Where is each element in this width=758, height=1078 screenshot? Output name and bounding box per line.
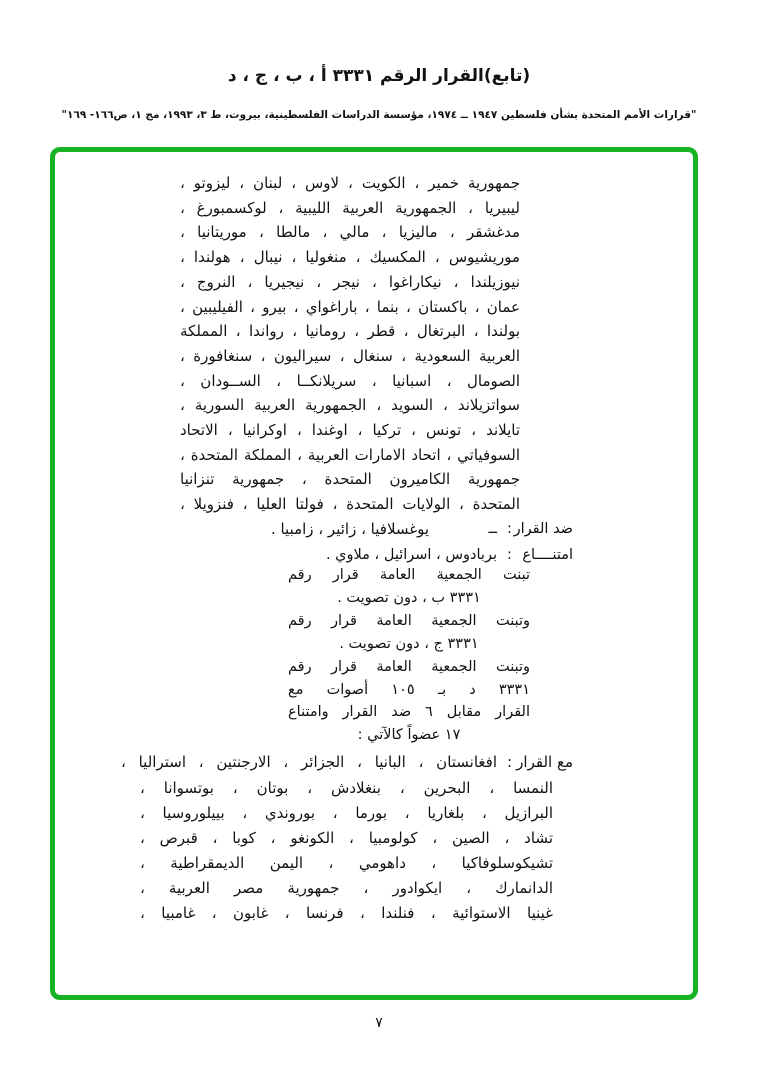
adoption-line: ١٧ عضواً كالآتي : <box>357 727 461 744</box>
country-list-line: بولندا ، البرتغال ، قطر ، رومانيا ، رواندا ، المملكة <box>180 322 520 341</box>
country-list-line: تشاد ، الصين ، كولومبيا ، الكونغو ، كوبا ، قبرص ، <box>140 829 553 847</box>
against-colon: : <box>507 521 512 537</box>
continuation-country-list <box>180 171 520 542</box>
country-list-line: الصومال ، اسبانيا ، سريلانكــا ، الســودان ، <box>180 371 520 390</box>
adoption-line: وتبنت الجمعية العامة قرار رقم <box>288 612 530 629</box>
with-resolution-label: مع القرار <box>516 753 573 771</box>
abstain-value: بربادوس ، اسرائيل ، ملاوي . <box>325 547 497 563</box>
adoption-line: ٣٣٣١ ب ، دون تصويت . <box>337 589 481 606</box>
country-list-line: تايلاند ، تونس ، تركيا ، اوغندا ، اوكرانيا ، الاتحاد <box>180 421 520 440</box>
with-resolution-row <box>121 751 573 773</box>
country-list-line: موريشيوس ، المكسيك ، منغوليا ، نيبال ، هولندا ، <box>180 248 520 267</box>
page-title: (تابع)القرار الرقم ٣٣٣١ أ ، ب ، ج ، د <box>227 66 531 86</box>
country-list-line: يوغسلافيا ، زائير ، زامبيا . <box>270 519 430 538</box>
country-list-line: عمان ، باكستان ، بنما ، باراغواي ، بيرو ، الفيليبين ، <box>180 297 520 316</box>
against-label: ضد القرار <box>513 521 573 537</box>
abstain-row <box>326 545 573 565</box>
with-resolution-first-line: افغانستان ، البانيا ، الجزائر ، الارجنتين ، استراليا ، <box>121 753 497 771</box>
with-resolution-colon: : <box>507 753 513 771</box>
adoption-line: ٣٣٣١ د بـ ١٠٥ أصوات مع <box>288 681 530 698</box>
country-list-line: السوفياتي ، اتحاد الامارات العربية ، المملكة المتحدة ، <box>180 445 520 464</box>
with-resolution-country-list <box>140 776 553 926</box>
adoption-line: وتبنت الجمعية العامة قرار رقم <box>288 658 530 675</box>
country-list-line: سواتزيلاند ، السويد ، الجمهورية العربية السورية ، <box>180 396 520 415</box>
country-list-line: الدانمارك ، ايكوادور ، جمهورية مصر العربية ، <box>140 879 553 897</box>
page-number: ٧ <box>375 1015 383 1031</box>
country-list-line: مدغشقر ، ماليزيا ، مالي ، مالطا ، موريتانيا ، <box>180 223 520 242</box>
country-list-line: نيوزيلندا ، نيكاراغوا ، نيجر ، نيجيريا ، النروج ، <box>180 272 520 291</box>
citation-line: "قرارات الأمم المتحدة بشأن فلسطين ١٩٤٧ ــ ١٩٧٤، مؤسسة الدراسات الفلسطينية، بيروت، ط ٣، ١٩٩٣، مج ١، ص١٦٦- ١٦٩" <box>61 109 697 121</box>
country-list-line: جمهورية الكاميرون المتحدة ، جمهورية تنزانيا <box>180 470 520 489</box>
abstain-label-pair <box>507 545 573 565</box>
abstain-colon: : <box>507 547 512 563</box>
country-list-line: العربية السعودية ، سنغال ، سيراليون ، سنغافورة ، <box>180 346 520 365</box>
adoption-line: ٣٣٣١ ج ، دون تصويت . <box>339 635 479 652</box>
abstain-label: امتنــــاع <box>522 547 573 563</box>
country-list-line: تشيكوسلوفاكيا ، داهومي ، اليمن الديمقراطية ، <box>140 854 553 872</box>
country-list-line: النمسا ، البحرين ، بنغلادش ، بوتان ، بوتسوانا ، <box>140 779 553 797</box>
country-list-line: جمهورية خمير ، الكويت ، لاوس ، لبنان ، ليزوتو ، <box>180 174 520 192</box>
country-list-line: المتحدة ، الولايات المتحدة ، فولتا العليا ، فنزويلا ، <box>180 495 520 514</box>
against-label-pair <box>507 519 573 539</box>
country-list-line: غينيا الاستوائية ، فنلندا ، فرنسا ، غابون ، غامبيا ، <box>140 904 553 922</box>
against-value: ــ <box>488 521 497 537</box>
with-resolution-label-pair <box>507 751 573 773</box>
country-list-line: البرازيل ، بلغاريا ، بورما ، بوروندي ، بييلوروسيا ، <box>140 804 553 822</box>
adoption-statements <box>288 564 530 747</box>
against-row <box>489 519 574 539</box>
adoption-line: القرار مقابل ٦ ضد القرار وامتناع <box>288 704 530 721</box>
country-list-line: ليبيريا ، الجمهورية العربية الليبية ، لوكسمبورغ ، <box>180 198 520 217</box>
adoption-line: تبنت الجمعية العامة قرار رقم <box>288 567 530 583</box>
